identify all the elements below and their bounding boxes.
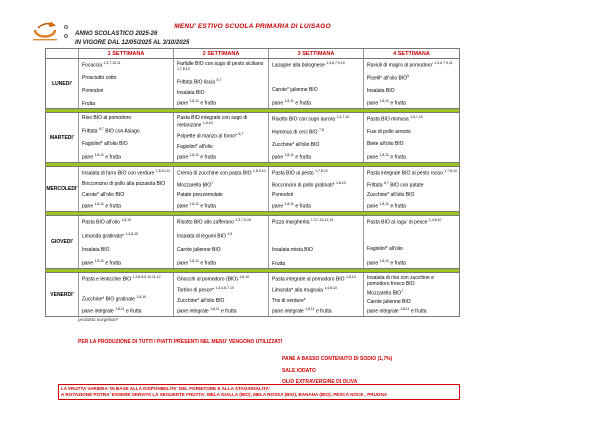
menu-cell (269, 273, 364, 316)
menu-cell (79, 216, 174, 268)
menu-item-line: Insalata BIO (177, 89, 205, 96)
menu-item-line: Pomodori (272, 192, 294, 199)
menu-item-line: Frittata $^{5,7}$ BIO con patate (367, 180, 424, 189)
menu-cell (269, 59, 364, 108)
menu-cell (174, 167, 269, 211)
menu-item-line: Pasta BIO al ragu' di pesce $^{1,4,8,10}$ (367, 218, 442, 226)
menu-item-line: Insalata mista BIO (272, 246, 313, 253)
week-header: 3 SETTIMANA (269, 49, 364, 58)
menu-cell (174, 273, 269, 316)
menu-item-line: pane $^{1,8,11}$ e frutta (82, 202, 121, 210)
menu-item-line: Insalata BIO (82, 246, 110, 253)
menu-item-line: Farfalle BIO con sugo di pesto siciliano $^{1,7,8,10}$ (177, 61, 264, 72)
day-label: MARTEDI' (46, 113, 79, 162)
menu-item-line: Piselli* all'olio BIO$^9$ (367, 74, 410, 82)
fruit-notice-line: A ROTAZIONE POTRA' ESSERE SERVITA LA SEGUENTE FRUTTA: MELA GIALLA (BIO), MELA ROSSA (BIO), BANANA (BIO), PESCA NOCE , PRUGNA (61, 391, 388, 397)
menu-item-line: pane $^{1,8,11}$ e frutta (82, 153, 121, 161)
menu-cell (269, 167, 364, 211)
menu-item-line: Insalata di farro BIO con verdure $^{1,8,10,11}$ (82, 169, 170, 177)
menu-item-line: Fagiolini* all'olio (177, 143, 213, 150)
menu-item-line: Fagiolini* all'olio BIO (82, 140, 128, 147)
menu-item-line: Zucchine* all'olio BIO (272, 141, 320, 148)
fruit-notice-box (58, 384, 460, 400)
menu-item-line: Pasta BIO all'olio $^{1,8,10}$ (82, 218, 132, 226)
menu-table (45, 48, 460, 317)
menu-cell (364, 113, 459, 162)
day-label: VENERDI' (46, 273, 79, 316)
menu-cell (174, 216, 269, 268)
menu-item-line: pane $^{1,8,11}$ e frutta (177, 153, 216, 161)
menu-item-line: Crema di zucchine con pasta BIO $^{1,8,9,10}$ (177, 169, 266, 177)
menu-item-line: Carote julienne BIO (177, 246, 221, 253)
menu-cell (79, 59, 174, 108)
ingredient-line: SALE IODATO (282, 367, 316, 374)
small-round-glyph-icon (64, 34, 68, 38)
menu-item-line: Mozzarella BIO$^7$ (177, 180, 214, 189)
menu-item-line: Insalata di legumi BIO $^{1,9}$ (177, 232, 233, 240)
menu-item-line: Gnocchi al pomodoro (BIO) $^{1,8,10}$ (177, 275, 249, 283)
menu-cell (364, 59, 459, 108)
day-row (46, 167, 459, 211)
menu-item-line: pane $^{1,8,11}$ e frutta (272, 202, 311, 210)
menu-item-line: Pasta integrale BIO al pesto rosso $^{1,7,8,10}$ (367, 169, 457, 177)
menu-item-line: Hummus di ceci BIO $^{7,8}$ (272, 128, 324, 136)
menu-item-line: Limanda* alla mugnaia $^{1,4,8,10}$ (272, 286, 337, 294)
menu-item-line: Polpette di manzo al forno* $^{6,7}$ (177, 132, 244, 141)
menu-cell (79, 113, 174, 162)
menu-item-line: Prosciutto cotto (82, 75, 117, 82)
table-corner-cell (46, 49, 79, 58)
week-header-row (46, 49, 459, 59)
menu-item-line: pane $^{1,8,11}$ e frutta (177, 99, 216, 107)
menu-item-line: pane $^{1,8,11}$ e frutta (177, 202, 216, 210)
menu-item-line: Bocconcini di pollo gratinati* $^{1,8,10}$ (272, 180, 346, 189)
menu-item-line: pane integrale $^{1,8,11}$ e frutta (177, 307, 237, 315)
menu-cell (79, 273, 174, 316)
menu-item-line: Patate prezzemolate (177, 192, 223, 199)
menu-item-line: Pasta e lenticchie BIO $^{1,3,6,8,9,10,11,12}$ (82, 275, 161, 283)
menu-cell (174, 113, 269, 162)
day-row (46, 113, 459, 162)
menu-cell (269, 113, 364, 162)
week-header: 2 SETTIMANA (174, 49, 269, 58)
menu-item-line: Pasta BIO mimosa $^{1,3,7,10}$ (367, 115, 423, 123)
menu-item-line: pane integrale $^{1,8,11}$ e frutta (82, 307, 142, 315)
menu-cell (364, 216, 459, 268)
menu-item-line: Zucchine* all'olio BIO (177, 297, 225, 304)
menu-item-line: pane $^{1,8,11}$ e frutta (367, 153, 406, 161)
menu-item-line (272, 234, 361, 239)
menu-item-line: Pasta BIO al pesto $^{1,7,8,10}$ (272, 169, 328, 177)
menu-item-line: Pasta integrale al pomodoro BIO $^{1,8,10}$ (272, 275, 356, 283)
menu-item-line: Bocconcino di pollo alla pizzaiola BIO (82, 181, 166, 188)
menu-item-line: pane $^{1,8,11}$ e frutta (82, 259, 121, 267)
menu-item-line: pane $^{1,8,11}$ e frutta (367, 259, 406, 267)
menu-item-line: Carote* all'olio BIO (82, 191, 125, 198)
day-label: LUNEDI' (46, 59, 79, 108)
ingredient-line: PANE A BASSO CONTENUTO DI SODIO (1,7%) (282, 356, 393, 362)
fruit-notice-line: LA FRUTTA VARIERA' IN BASE ALLA DISPONIBILITA' DEL FORNITORE E ALLA STAGIONALITA' (61, 386, 270, 391)
ingredient-line: OLIO EXTRAVERGINE DI OLIVA (282, 379, 358, 385)
menu-item-line: Frutta (272, 260, 286, 267)
menu-item-line (272, 75, 361, 80)
menu-item-line: pane $^{1,8,11}$ e frutta (367, 99, 406, 107)
menu-item-line: Carote* julienne BIO (272, 86, 318, 93)
menu-item-line: Pasta BIO integrale con sugo di melanzane $^{1,8,10}$ (177, 115, 248, 129)
menu-item-line: pane $^{1,8,11}$ e frutta (272, 153, 311, 161)
week-header: 4 SETTIMANA (393, 50, 430, 57)
day-row (46, 273, 459, 316)
menu-item-line: pane integrale $^{1,8,11}$ e frutta (367, 307, 427, 315)
frozen-product-note: prodotto surgelato* (78, 318, 119, 323)
menu-item-line: Mozzarella BIO$^7$ (367, 289, 404, 297)
document-meta (75, 30, 189, 48)
menu-cell (364, 273, 459, 316)
validity-line: IN VIGORE DAL 12/05/2025 AL 3/10/2025 (75, 40, 190, 46)
menu-item-line: Fagiolini* all'olio (367, 245, 403, 252)
menu-item-line (367, 233, 457, 238)
day-row (46, 216, 459, 268)
menu-item-line: Pizza margherita $^{1,3,7,10,11,13}$ (272, 218, 334, 226)
menu-item-line (82, 287, 171, 292)
menu-item-line: Frittata $^{5,7}$ BIO con Asiago (82, 127, 140, 135)
day-label: GIOVEDI' (46, 216, 79, 268)
menu-item-line: pane $^{1,8,11}$ e frutta (177, 259, 216, 267)
school-year-line: ANNO SCOLASTICO 2025-26 (75, 31, 158, 37)
menu-item-line: pane $^{1,8,11}$ e frutta (367, 202, 406, 210)
menu-item-line: Pomodori (82, 88, 104, 95)
menu-item-line: pane integrale $^{1,8,11}$ e frutta (272, 307, 332, 315)
menu-item-line: Tortino di pesce* $^{1,3,4,6,7,10}$ (177, 286, 234, 294)
production-note: PER LA PRODUZIONE DI TUTTI I PIATTI PRESENTI NEL MENU' VENGONO UTILIZZATI (78, 339, 283, 345)
menu-cell (174, 59, 269, 108)
menu-item-line: Focaccia $^{1,3,7,10,11}$ (82, 61, 121, 69)
page-title: MENU' ESTIVO SCUOLA PRIMARIA DI LUISAGO (174, 23, 331, 30)
menu-item-line: Ravioli di magro al pomodoro' $^{1,3,6,7,9,11}$ (367, 61, 453, 69)
menu-item-line: Biete all'olio BIO (367, 140, 404, 147)
menu-item-line: Zucchine* all'olio BIO (367, 192, 415, 199)
menu-item-line: Limanda gratinata* $^{1,4,8,10}$ (82, 232, 139, 240)
menu-item-line: Frutta (82, 100, 96, 107)
menu-item-line: Risotto BIO con sugo aurora $^{1,3,7,10}$ (272, 115, 350, 123)
menu-item-line: Fusi di pollo arrosto (367, 128, 411, 135)
menu-cell (79, 167, 174, 211)
day-label: MERCOLEDI' (46, 167, 79, 211)
day-row (46, 59, 459, 108)
menu-item-line: pane $^{1,8,11}$ e frutta (272, 99, 311, 107)
menu-item-line: Risotto BIO allo zafferano $^{1,3,7,9,10}$ (177, 218, 251, 226)
menu-cell (364, 167, 459, 211)
menu-item-line: Frittata BIO liscia $^{5,7}$ (177, 78, 222, 87)
menu-item-line: Riso BIO al pomodoro (82, 115, 132, 121)
menu-item-line: Insalata di riso con zucchine e pomodoro fresco BIO (367, 275, 434, 288)
menu-item-line: Insalata BIO (367, 87, 395, 94)
menu-item-line: Lasagne alla bolognese $^{1,3,6,7,9,10}$ (272, 61, 345, 69)
menu-item-line: Zucchine* BIO gratinate $^{1,8,10}$ (82, 295, 147, 304)
menu-item-line: Carote julienne BIO (367, 299, 411, 306)
week-header: 1 SETTIMANA (79, 49, 174, 58)
menu-item-line: Tris di verdure* (272, 297, 306, 304)
menu-cell (269, 216, 364, 268)
